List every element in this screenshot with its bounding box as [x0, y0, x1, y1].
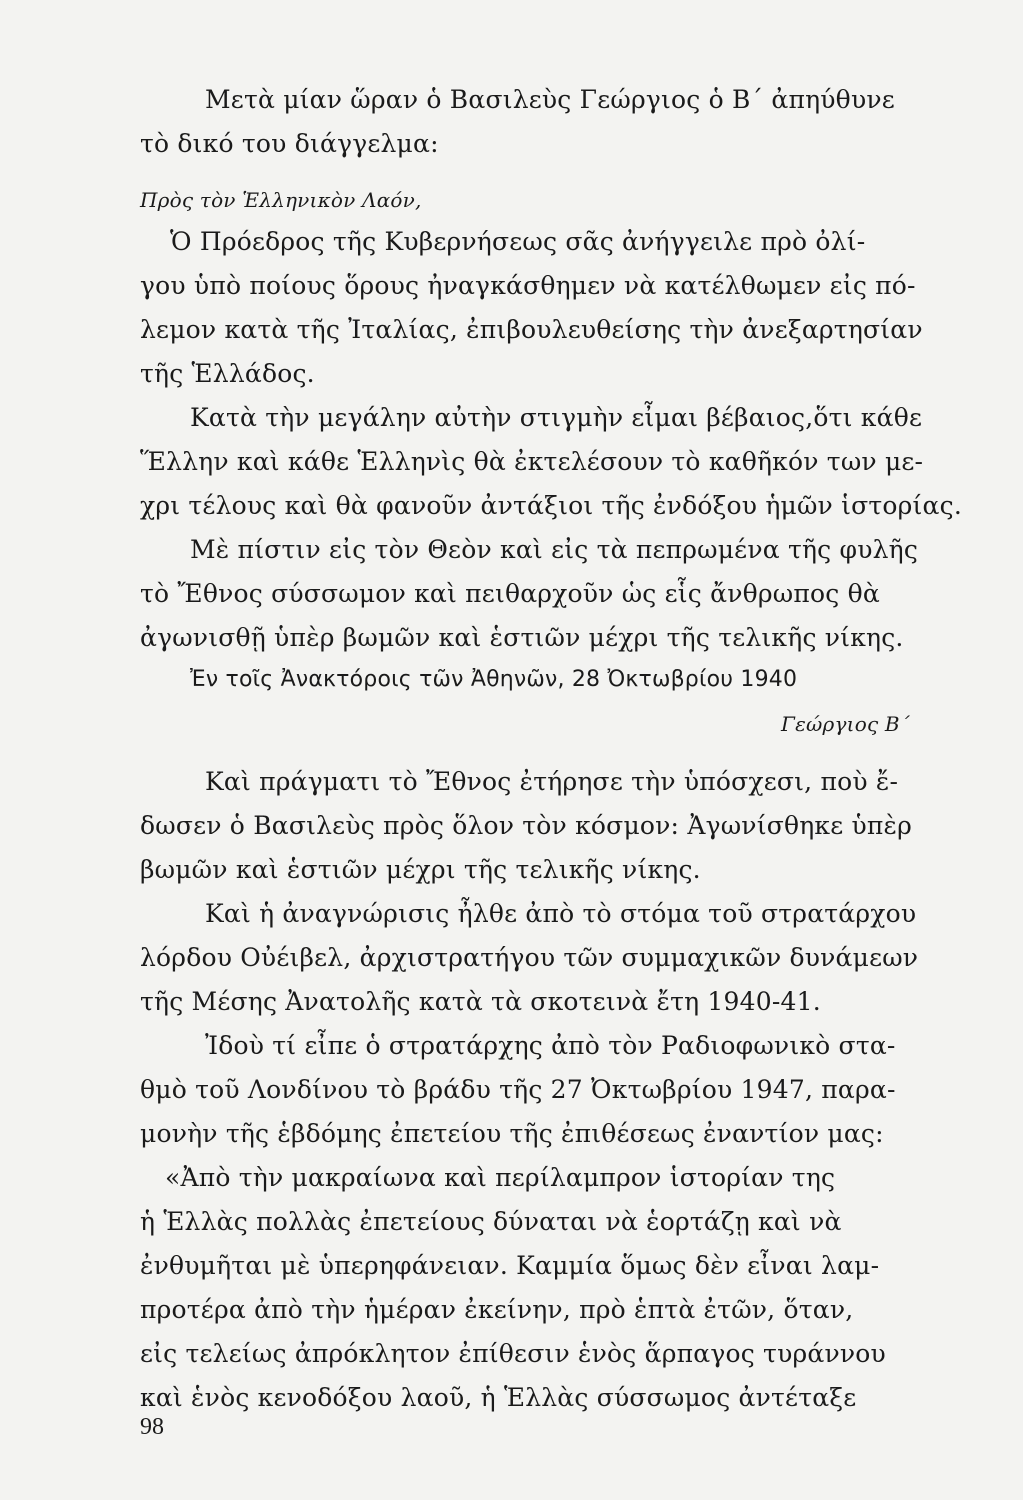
text-line: «Ἀπὸ τὴν μακραίωνα καὶ περίλαμπρον ἱστορίαν της [165, 1163, 836, 1192]
text-line: δωσεν ὁ Βασιλεὺς πρὸς ὅλον τὸν κόσμον: Ἀγωνίσθηκε ὑπὲρ [140, 811, 913, 840]
text-line: Ὁ Πρόεδρος τῆς Κυβερνήσεως σᾶς ἀνήγγειλε πρὸ ὀλί- [170, 227, 866, 256]
signature: Γεώργιος Β΄ [781, 712, 910, 736]
text-line: τὸ Ἔθνος σύσσωμον καὶ πειθαρχοῦν ὡς εἷς ἄνθρωπος θὰ [140, 579, 880, 608]
text-line: τῆς Μέσης Ἀνατολῆς κατὰ τὰ σκοτεινὰ ἔτη 1940-41. [140, 987, 821, 1016]
text-line: Μετὰ μίαν ὥραν ὁ Βασιλεὺς Γεώργιος ὁ Β΄ ἀπηύθυνε [205, 85, 895, 114]
page-number: 98 [140, 1414, 164, 1440]
text-line: Καὶ ἡ ἀναγνώρισις ἦλθε ἀπὸ τὸ στόμα τοῦ στρατάρχου [205, 899, 917, 928]
text-line: Ἕλλην καὶ κάθε Ἑλληνὶς θὰ ἐκτελέσουν τὸ καθῆκόν των με- [140, 447, 924, 476]
text-line: ἀγωνισθῇ ὑπὲρ βωμῶν καὶ ἑστιῶν μέχρι τῆς τελικῆς νίκης. [140, 623, 904, 652]
text-line: λεμον κατὰ τῆς Ἰταλίας, ἐπιβουλευθείσης τὴν ἀνεξαρτησίαν [140, 315, 923, 344]
text-line: Καὶ πράγματι τὸ Ἔθνος ἐτήρησε τὴν ὑπόσχεσι, ποὺ ἔ- [205, 767, 899, 796]
letter-salutation: Πρὸς τὸν Ἑλληνικὸν Λαόν, [140, 188, 422, 212]
text-line: προτέρα ἀπὸ τὴν ἡμέραν ἐκείνην, πρὸ ἑπτὰ ἐτῶν, ὅταν, [140, 1295, 854, 1324]
text-line: Μὲ πίστιν εἰς τὸν Θεὸν καὶ εἰς τὰ πεπρωμένα τῆς φυλῆς [190, 535, 919, 564]
text-line: γου ὑπὸ ποίους ὅρους ἠναγκάσθημεν νὰ κατέλθωμεν εἰς πό- [140, 271, 916, 300]
text-line: χρι τέλους καὶ θὰ φανοῦν ἀντάξιοι τῆς ἐνδόξου ἡμῶν ἱστορίας. [140, 491, 962, 520]
text-line: τῆς Ἑλλάδος. [140, 359, 315, 388]
dateline: Ἐν τοῖς Ἀνακτόροις τῶν Ἀθηνῶν, 28 Ὀκτωβρίου 1940 [190, 667, 798, 692]
text-line: ἐνθυμῆται μὲ ὑπερηφάνειαν. Καμμία ὅμως δὲν εἶναι λαμ- [140, 1251, 880, 1280]
text-line: εἰς τελείως ἀπρόκλητον ἐπίθεσιν ἑνὸς ἅρπαγος τυράννου [140, 1339, 886, 1368]
text-line: ἡ Ἑλλὰς πολλὰς ἐπετείους δύναται νὰ ἑορτάζῃ καὶ νὰ [140, 1207, 842, 1236]
text-line: καὶ ἑνὸς κενοδόξου λαοῦ, ἡ Ἑλλὰς σύσσωμος ἀντέταξε [140, 1383, 857, 1412]
text-line: τὸ δικό του διάγγελμα: [140, 129, 439, 158]
text-line: λόρδου Οὐέιβελ, ἀρχιστρατήγου τῶν συμμαχικῶν δυνάμεων [140, 943, 919, 972]
text-line: Κατὰ τὴν μεγάλην αὐτὴν στιγμὴν εἶμαι βέβαιος,ὅτι κάθε [190, 403, 923, 432]
text-line: Ἰδοὺ τί εἶπε ὁ στρατάρχης ἀπὸ τὸν Ραδιοφωνικὸ στα- [205, 1031, 896, 1060]
text-line: θμὸ τοῦ Λονδίνου τὸ βράδυ τῆς 27 Ὀκτωβρίου 1947, παρα- [140, 1075, 896, 1104]
text-line: μονὴν τῆς ἑβδόμης ἐπετείου τῆς ἐπιθέσεως ἐναντίον μας: [140, 1119, 884, 1148]
text-line: βωμῶν καὶ ἑστιῶν μέχρι τῆς τελικῆς νίκης. [140, 855, 701, 884]
